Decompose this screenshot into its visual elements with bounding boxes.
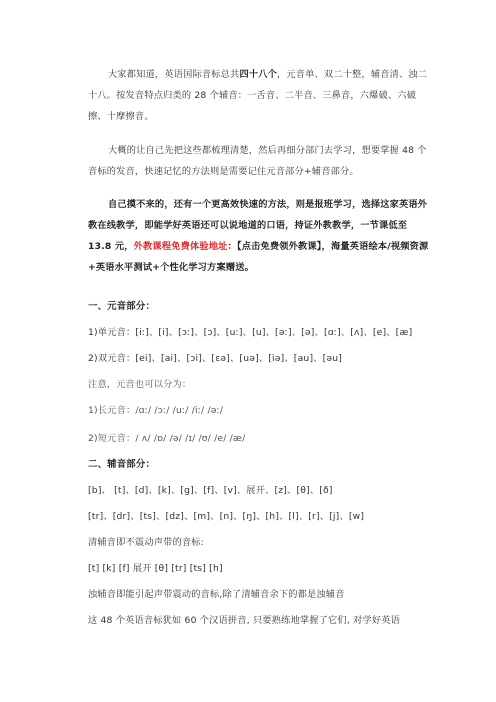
promo-text-b: ：【点击免费领外教课】，海量英语绘本/视频资源+英语水平测试+个性化学习方案赠送。	[88, 241, 429, 273]
double-vowels: 2)双元音：[ei]、[ai]、[ɔi]、[ɛə]、[uə]、[iə]、[au]、[əu]	[88, 353, 343, 364]
vowel-note: 注意，元音也可以分为：	[88, 379, 192, 390]
single-vowels: 1)单元音：[iː]、[i]、[ɔː]、[ɔ]、[uː]、[u]、[əː]、[ə]、[ɑː]、[ʌ]、[e]、[æ]	[88, 327, 413, 338]
free-trial-link[interactable]: 外教课程免费体验地址	[133, 241, 228, 252]
promo-text-a: 自己摸不来的，还有一个更高效快速的方法，则是报班学习，选择这家英语外教在线教学，即能学好英语还可以说地道的口语，持证外教教学，一节课低至 13.8 元，	[88, 199, 428, 252]
voiced-label: 浊辅音即能引起声带震动的音标,除了清辅音余下的都是浊辅音	[88, 589, 345, 600]
intro-paragraph	[88, 64, 430, 127]
consonant-heading: 二、辅音部分：	[88, 459, 156, 470]
sorting-paragraph: 大概的让自己先把这些都梳理清楚，然后再细分部门去学习，想要掌握 48 个音标的发音，快速记忆的方法则是需要记住元音部分+辅音部分。	[88, 145, 427, 177]
intro-text-a: 大家都知道，英语国际音标总共	[108, 69, 240, 80]
consonant-row-2: [tr]、[dr]、[ts]、[dz]、[m]、[n]、[ŋ]、[h]、[l]、[r]、[j]、[w]	[88, 511, 365, 522]
consonant-row-1: [b]、 [t]、[d]、[k]、[g]、[f]、[v]、展开、[z]、[θ]、[ð]	[88, 485, 333, 496]
long-vowels: 1)长元音：/ɑː/ /ɔː/ /uː/ /iː/ /əː/	[88, 405, 224, 416]
vowel-heading: 一、元音部分：	[88, 301, 156, 312]
voiceless-label: 清辅音即不震动声带的音标:	[88, 537, 204, 548]
promo-paragraph	[88, 194, 430, 278]
intro-count-bold: 四十八个	[239, 69, 277, 80]
short-vowels: 2)短元音：/ ʌ/ /ɒ/ /ə/ /ɪ/ /ʊ/ /e/ /æ/	[88, 433, 246, 444]
closing-line: 这 48 个英语音标犹如 60 个汉语拼音, 只要熟练地掌握了它们, 对学好英语	[88, 615, 400, 626]
intro-text-b: ，元音单、双二十整，辅音清、浊二十八。按发音特点归类的 28 个辅音：一舌音、二半音、三鼻音，六爆破、六破擦、十摩擦音。	[88, 69, 428, 122]
voiceless-list: [t] [k] [f] 展开 [θ] [tr] [ts] [h]	[88, 563, 223, 574]
